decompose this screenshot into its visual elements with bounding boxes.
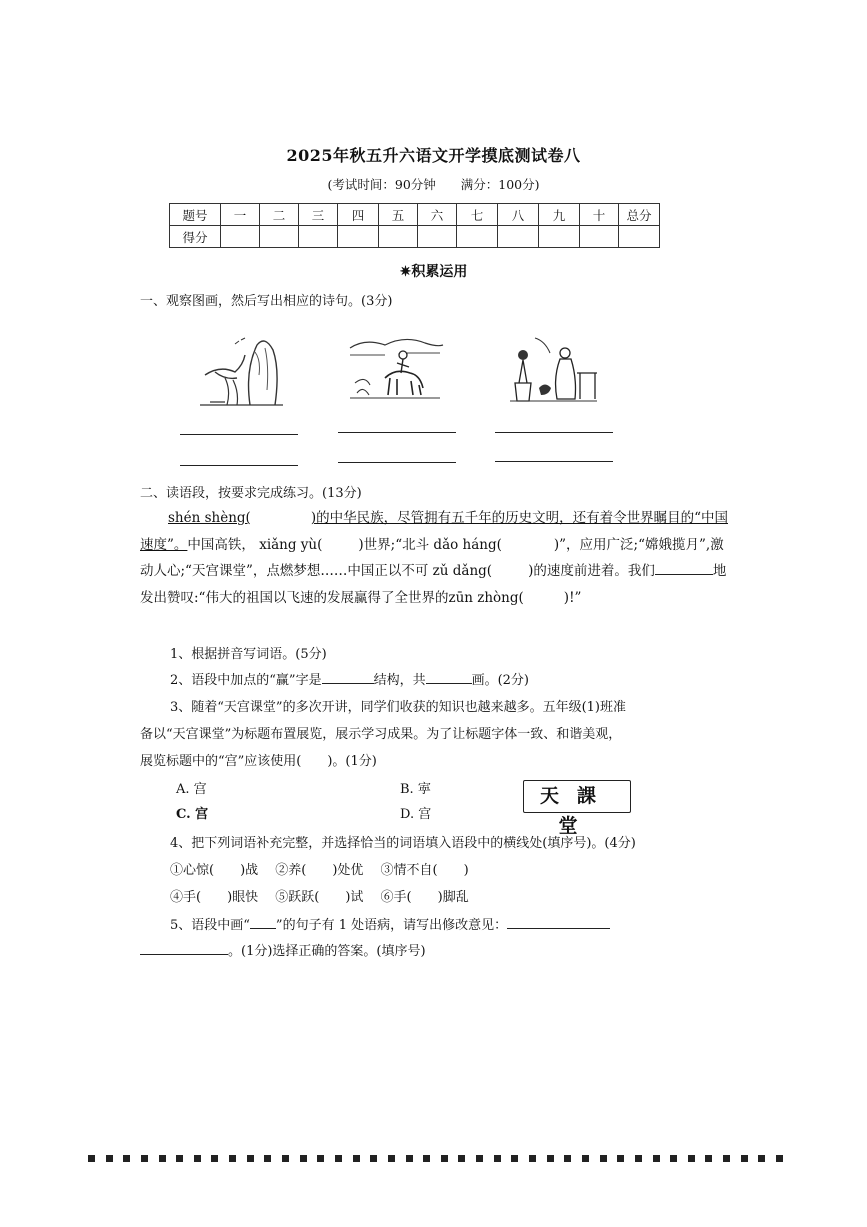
answer-line[interactable] — [495, 461, 613, 462]
table-cell: 八 — [498, 204, 539, 226]
score-cell[interactable] — [299, 226, 338, 248]
score-cell[interactable] — [539, 226, 580, 248]
subquestion-3-line2: 备以“天宫课堂”为标题布置展览，展示学习成果。为了让标题字体一致、和谐美观， — [140, 727, 622, 742]
score-cell[interactable] — [338, 226, 379, 248]
table-cell: 九 — [539, 204, 580, 226]
score-table-score-row — [170, 226, 660, 248]
table-cell: 一 — [221, 204, 260, 226]
table-cell: 得分 — [170, 226, 221, 248]
subquestion-2-text: 结构，共 — [373, 673, 426, 688]
fill-blank[interactable] — [426, 669, 472, 684]
subquestion-5-cont — [140, 940, 426, 959]
poem-illustration-3 — [505, 333, 600, 405]
underline-sample — [250, 914, 276, 929]
fill-blank[interactable] — [322, 669, 374, 684]
question-2: 二、读语段，按要求完成练习。(13分) — [140, 486, 362, 501]
score-cell[interactable] — [457, 226, 498, 248]
question-1: 一、观察图画，然后写出相应的诗句。(3分) — [140, 294, 393, 309]
paragraph-text: )”，应用广泛;“嫦娥揽月”,激动人心;“天宫课堂”，点燃梦想……中国正以不可 — [140, 536, 724, 579]
option-d[interactable]: D. 宫 — [400, 807, 432, 822]
paragraph-text: )!” — [563, 589, 582, 606]
subquestion-3-line3: 展览标题中的“宫”应该使用( )。(1分) — [140, 754, 377, 769]
table-cell: 六 — [418, 204, 457, 226]
fill-blank[interactable] — [140, 940, 228, 955]
idiom-row-2: ④手( )眼快 ⑤跃跃( )试 ⑥手( )脚乱 — [170, 890, 469, 905]
subquestion-1: 1、根据拼音写词语。(5分) — [170, 647, 327, 662]
score-cell[interactable] — [498, 226, 539, 248]
table-cell: 四 — [338, 204, 379, 226]
option-c[interactable]: C. 宫 — [176, 807, 209, 822]
table-cell: 题号 — [170, 204, 221, 226]
subquestion-5-text: ”的句子有 1 处语病，请写出修改意见： — [275, 918, 508, 933]
fill-blank[interactable] — [655, 560, 713, 575]
option-a[interactable]: A. 宫 — [176, 782, 207, 797]
table-cell: 七 — [457, 204, 498, 226]
score-cell[interactable] — [260, 226, 299, 248]
subquestion-2 — [170, 669, 529, 688]
score-cell[interactable] — [379, 226, 418, 248]
subquestion-3-line1: 3、随着“天宫课堂”的多次开讲，同学们收获的知识也越来越多。五年级(1)班准 — [170, 700, 626, 715]
paragraph-text: 中国高铁， — [187, 536, 255, 553]
reading-paragraph — [140, 505, 735, 611]
exam-info: (考试时间：90分钟 满分：100分) — [327, 177, 540, 192]
answer-line[interactable] — [180, 465, 298, 466]
score-cell[interactable] — [418, 226, 457, 248]
answer-line[interactable] — [495, 432, 613, 433]
tiangong-title-sample: 天課堂 — [523, 780, 631, 813]
answer-line[interactable] — [338, 432, 456, 433]
footer-dotted-border — [88, 1155, 783, 1165]
fill-blank[interactable] — [507, 914, 610, 929]
answer-line[interactable] — [180, 434, 298, 435]
score-cell[interactable] — [580, 226, 619, 248]
table-cell: 三 — [299, 204, 338, 226]
answer-line[interactable] — [338, 462, 456, 463]
page-title: 2025年秋五升六语文开学摸底测试卷八 — [286, 146, 581, 165]
pinyin: zūn zhòng( — [448, 589, 524, 606]
table-cell: 十 — [580, 204, 619, 226]
poem-illustration-1 — [195, 330, 285, 410]
poem-illustration-2 — [345, 333, 445, 403]
option-b[interactable]: B. 𡨴 — [400, 782, 431, 797]
score-table — [169, 203, 660, 248]
subquestion-4: 4、把下列词语补充完整，并选择恰当的词语填入语段中的横线处(填序号)。(4分) — [170, 836, 636, 851]
pinyin: xiǎng yù( — [259, 536, 323, 553]
subquestion-5 — [170, 914, 610, 933]
subquestion-2-text: 画。(2分) — [471, 673, 530, 688]
subquestion-5-text: 。(1分)选择正确的答案。(填序号) — [228, 944, 426, 959]
table-cell: 二 — [260, 204, 299, 226]
idiom-row-1: ①心惊( )战 ②养( )处优 ③情不自( ) — [170, 863, 469, 878]
score-cell[interactable] — [619, 226, 660, 248]
paragraph-text: )的速度前进着。我们 — [528, 563, 655, 579]
score-cell[interactable] — [221, 226, 260, 248]
paragraph-text: )世界;“北斗 — [358, 536, 430, 553]
score-table-header-row — [170, 204, 660, 226]
table-cell: 五 — [379, 204, 418, 226]
pinyin: dǎo háng( — [433, 536, 502, 553]
pinyin: zǔ dǎng( — [432, 563, 493, 579]
pinyin: shén shèng( — [168, 510, 251, 526]
subquestion-2-text: 2、语段中加点的“赢”字是 — [170, 673, 322, 688]
table-cell: 总分 — [619, 204, 660, 226]
paragraph-text: 地发出赞叹:“伟大的祖国以飞速的发展赢得了全世界的 — [140, 563, 727, 606]
section-title: ✷积累运用 — [399, 264, 468, 280]
subquestion-5-text: 5、语段中画“ — [170, 918, 250, 933]
underlined-sentence: )的中华民族，尽管拥有五千年的历史文明，还有着令世界瞩目的“中国速度”。 — [140, 510, 728, 553]
